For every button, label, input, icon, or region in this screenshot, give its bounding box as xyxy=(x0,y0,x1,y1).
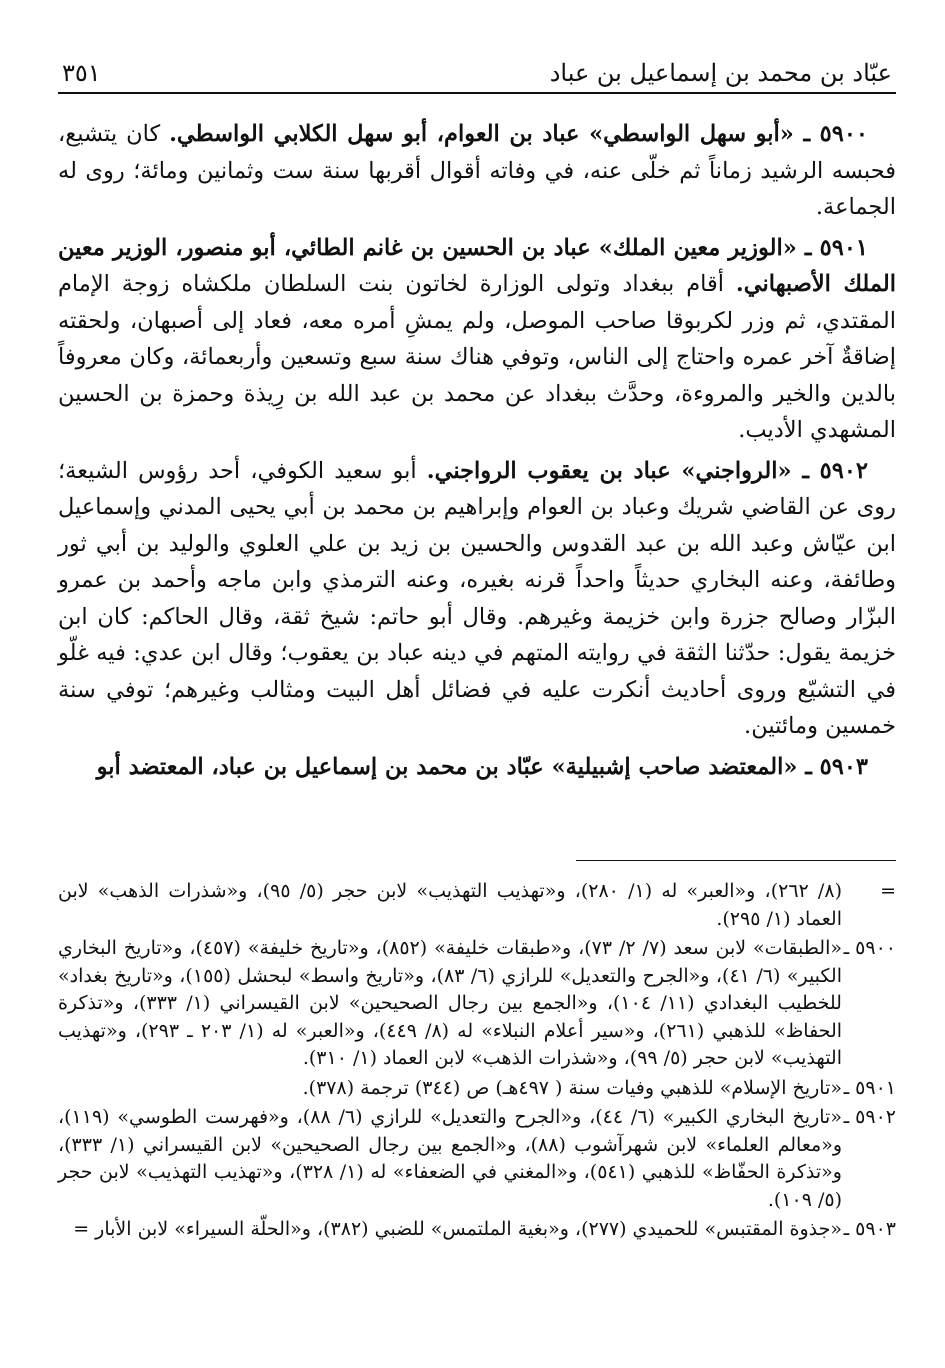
footnote-text: «تاريخ الإسلام» للذهبي وفيات سنة ( ٤٩٧هـ) ص (٣٤٤) ترجمة (٣٧٨). xyxy=(302,1076,842,1099)
footnote-mark: ٥٩٠٣ ـ xyxy=(843,1218,896,1240)
footnote-rule xyxy=(576,860,896,861)
entry-number: ٥٩٠٢ ـ xyxy=(791,457,868,484)
entry-number: ٥٩٠١ ـ xyxy=(796,234,868,261)
footnote-text: «تاريخ البخاري الكبير» (٦/ ٤٤)، و«الجرح والتعديل» للرازي (٦/ ٨٨)، و«فهرست الطوسي» (١١٩)، و«معالم العلماء» لابن شهرآشوب (٨٨)، و«الجمع بين رجال الصحيحين» لابن القيسراني (١/ ٣٣٣)، و«تذكرة الحفّاظ» للذهبي (٥٤١)، و«المغني في الضعفاء» له (١/ ٣٢٨)، و«تهذيب التهذيب» لابن حجر (٥/ ١٠٩). xyxy=(58,1106,842,1211)
entry-number: ٥٩٠٣ ـ xyxy=(797,753,868,780)
footnote xyxy=(58,935,896,1073)
entries xyxy=(58,116,896,785)
entry-title: «المعتضد صاحب إشبيلية» عبّاد بن محمد بن إسماعيل بن عباد، المعتضد أبو xyxy=(96,753,798,780)
footnote-text: (٨/ ٢٦٢)، و«العبر» له (١/ ٢٨٠)، و«تهذيب التهذيب» لابن حجر (٥/ ٩٥)، و«شذرات الذهب» لابن العماد (١/ ٢٩٥). xyxy=(58,880,842,930)
entry-5900 xyxy=(58,116,896,226)
entry-text: أقام ببغداد وتولى الوزارة لخاتون بنت السلطان ملكشاه زوجة الإمام المقتدي، ثم وزر لكربوقا صاحب الموصل، ولم يمشِ أمره معه، فعاد إلى أصبهان، ولحقته إضاقةٌ آخر عمره واحتاج إلى الناس، وتوفي هناك سنة سبع وتسعين وأربعمائة، وكان معروفاً بالدين والخير والمروءة، وحدَّث ببغداد عن محمد بن عبد الله بن رِيذة وحمزة بن الحسين المشهدي الأديب. xyxy=(58,271,896,443)
footnote-mark: = xyxy=(880,880,896,902)
footnote xyxy=(58,878,896,933)
footnote-mark: ٥٩٠٢ ـ xyxy=(843,1106,896,1128)
footnote-mark: ٥٩٠١ ـ xyxy=(843,1076,896,1099)
header-rule xyxy=(58,92,896,94)
entry-5901 xyxy=(58,230,896,449)
entry-title: «الرواجني» عباد بن يعقوب الرواجني. xyxy=(426,457,792,484)
footnote xyxy=(58,1216,896,1244)
entry-text: أبو سعيد الكوفي، أحد رؤوس الشيعة؛ روى عن القاضي شريك وعباد بن العوام وإبراهيم بن محمد بن أبي يحيى المدني وإسماعيل ابن عيّاش وعبد الله بن عبد القدوس والحسين بن زيد بن علي العلوي والوليد بن أبي ثور وطائفة، وعنه البخاري حديثاً واحداً قرنه بغيره، وعنه الترمذي وابن ماجه وأحمد بن عمرو البزّار وصالح جزرة وابن خزيمة وغيرهم. وقال أبو حاتم: شيخ ثقة، وقال الحاكم: كان ابن خزيمة يقول: حدّثنا الثقة في روايته المتهم في دينه عباد بن يعقوب؛ وقال ابن عدي: فيه غلّو في التشيّع وروى أحاديث أنكرت عليه في فضائل أهل البيت ومثالب وغيرهم؛ توفي سنة خمسين ومائتين. xyxy=(58,457,896,739)
page xyxy=(58,52,896,1240)
footnote-text: «الطبقات» لابن سعد (٧/ ٢/ ٧٣)، و«طبقات خليفة» (٨٥٢)، و«تاريخ خليفة» (٤٥٧)، و«تاريخ البخاري الكبير» (٦/ ٤١)، و«الجرح والتعديل» للرازي (٦/ ٨٣)، و«تاريخ واسط» لبحشل (١٥٥)، و«تاريخ بغداد» للخطيب البغدادي (١١/ ١٠٤)، و«الجمع بين رجال الصحيحين» لابن القيسراني (١/ ٣٣٣)، و«تذكرة الحفاظ» للذهبي (٢٦١)، و«سير أعلام النبلاء» له (٨/ ٤٤٩)، و«العبر» له (١/ ٢٠٣ ـ ٢٩٣)، و«تهذيب التهذيب» لابن حجر (٥/ ٩٩)، و«شذرات الذهب» لابن العماد (١/ ٣١٠). xyxy=(58,937,843,1069)
page-number: ٣٥١ xyxy=(62,59,101,87)
entry-title: «أبو سهل الواسطي» عباد بن العوام، أبو سهل الكلابي الواسطي. xyxy=(169,121,794,147)
entry-number: ٥٩٠٠ ـ xyxy=(793,121,868,147)
footnote-mark: ٥٩٠٠ ـ xyxy=(843,937,896,959)
footnotes xyxy=(58,878,896,1246)
entry-5903 xyxy=(58,749,896,786)
footnote xyxy=(58,1075,896,1103)
entry-text: كان يتشيع، فحبسه الرشيد زماناً ثم خلّى عنه، في وفاته أقوال أقربها سنة ست وثمانين ومائة؛ روى له الجماعة. xyxy=(58,121,896,220)
footnote-text: «جذوة المقتبس» للحميدي (٢٧٧)، و«بغية الملتمس» للضبي (٣٨٢)، و«الحلّة السيراء» لابن الأبار = xyxy=(73,1218,842,1240)
footnote xyxy=(58,1104,896,1214)
running-title: عبّاد بن محمد بن إسماعيل بن عباد xyxy=(549,59,892,87)
page-header xyxy=(58,52,896,88)
entry-title: «الوزير معين الملك» عباد بن الحسين بن غانم الطائي، أبو منصور، الوزير معين الملك الأصبهاني. xyxy=(58,234,896,297)
entry-5902 xyxy=(58,453,896,745)
